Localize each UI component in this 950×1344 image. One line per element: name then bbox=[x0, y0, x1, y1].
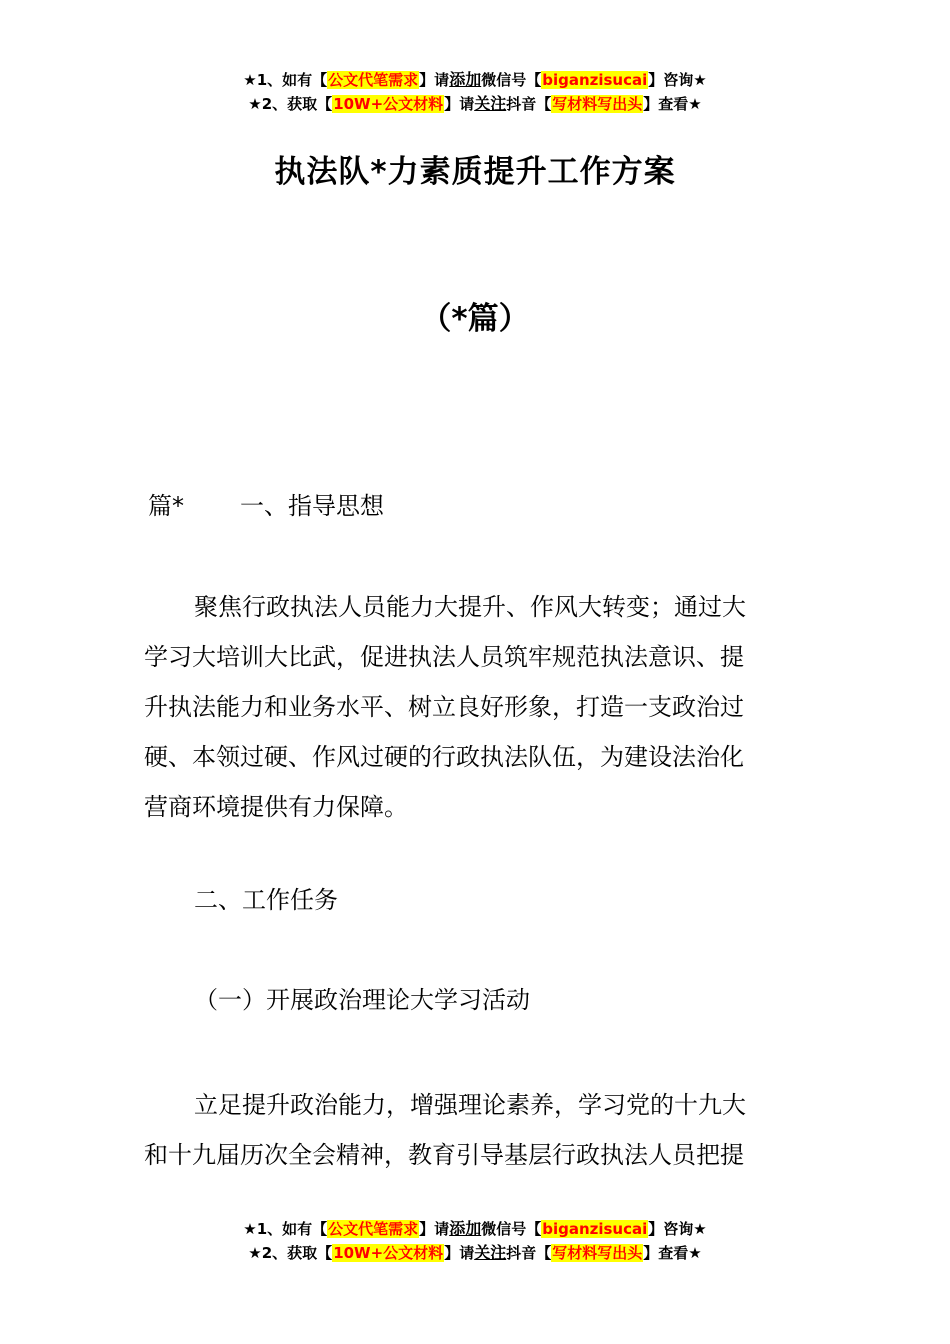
paragraph-political-study: 立足提升政治能力，增强理论素养，学习党的十九大 和十九届历次全会精神，教育引导基层行政执法人员把提 bbox=[144, 1091, 746, 1169]
banner-line-2: ★2、获取【10W+公文材料】请关注抖音【写材料写出头】查看★ bbox=[248, 1243, 702, 1262]
banner-highlight: 公文代笔需求 bbox=[328, 71, 419, 89]
banner-douyin-account: 写材料写出头 bbox=[552, 95, 643, 113]
banner-douyin-account: 写材料写出头 bbox=[552, 1244, 643, 1262]
banner-line-1: ★1、如有【公文代笔需求】请添加微信号【biganzisucai】咨询★ bbox=[243, 70, 707, 89]
section-heading-1 bbox=[148, 486, 384, 521]
banner-wechat-id: biganzisucai bbox=[542, 71, 648, 89]
document-title: 执法队*力素质提升工作方案 bbox=[274, 154, 676, 190]
section-heading-text: 一、指导思想 bbox=[240, 492, 384, 520]
banner-highlight: 10W+公文材料 bbox=[333, 1244, 444, 1262]
document-subtitle: （*篇） bbox=[420, 301, 530, 337]
banner-highlight: 10W+公文材料 bbox=[333, 95, 444, 113]
top-banner bbox=[0, 68, 950, 116]
banner-wechat-id: biganzisucai bbox=[542, 1220, 648, 1238]
section-marker: 篇* bbox=[148, 492, 184, 520]
subsection-heading-1: （一）开展政治理论大学习活动 bbox=[194, 986, 530, 1014]
banner-highlight: 公文代笔需求 bbox=[328, 1220, 419, 1238]
banner-line-2: ★2、获取【10W+公文材料】请关注抖音【写材料写出头】查看★ bbox=[248, 94, 702, 113]
section-heading-2: 二、工作任务 bbox=[194, 886, 338, 914]
paragraph-guiding-thought: 聚焦行政执法人员能力大提升、作风大转变；通过大 学习大培训大比武，促进执法人员筑牢规范执法意识、提 升执法能力和业务水平、树立良好形象，打造一支政治过 硬、本领过硬、作风过硬的行政执法队伍，为建设法治化 营商环境提供有力保障。 bbox=[144, 593, 746, 821]
bottom-banner bbox=[0, 1217, 950, 1265]
banner-line-1: ★1、如有【公文代笔需求】请添加微信号【biganzisucai】咨询★ bbox=[243, 1219, 707, 1238]
